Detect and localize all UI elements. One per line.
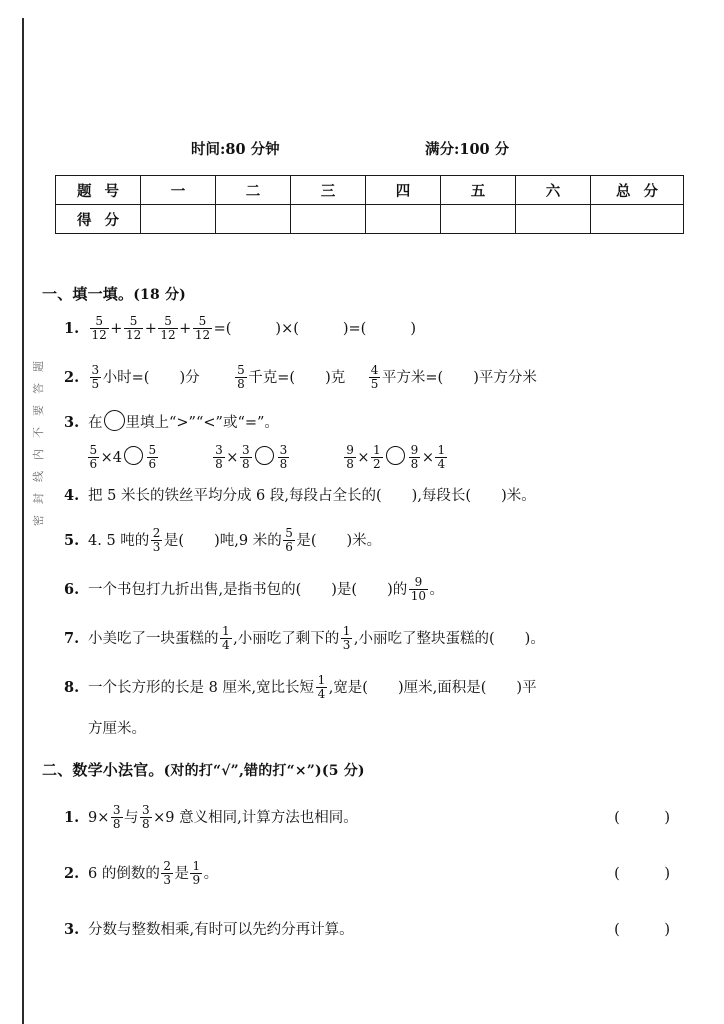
question-8-continuation: 方厘米。: [88, 721, 146, 737]
score-table-row-label-question: 题 号: [56, 176, 141, 205]
question-5-text-c: )吨,9 米的: [214, 533, 282, 549]
question-6-text-b: )是(: [331, 582, 358, 598]
question-8-text-d: )平: [516, 680, 537, 696]
truefalse-1-answer-bracket[interactable]: ( ): [614, 810, 690, 826]
question-3-lead: 在: [88, 415, 103, 431]
question-2-close-a: )分: [179, 370, 200, 386]
fraction-3-8-right: $\frac{3}{8}$: [279, 442, 288, 471]
comparison-1-left-op: ×4: [100, 450, 123, 466]
question-1: 1. $\frac{5}{12}$ + $\frac{5}{12}$ + $\frac{5}{12}$ + $\frac{5}{12}$ =( )×( )=( ): [42, 310, 690, 348]
truefalse-3-answer-bracket[interactable]: ( ): [614, 922, 690, 938]
question-2: [42, 359, 690, 397]
circle-icon-compare-3[interactable]: [386, 446, 405, 465]
question-7-text-b: ,小丽吃了剩下的: [233, 631, 340, 647]
question-3-comparison-row: [42, 441, 690, 475]
fraction-3-8-left2: $\frac{3}{8}$: [241, 442, 250, 471]
score-cell-4[interactable]: [366, 205, 441, 234]
score-table: [55, 175, 684, 234]
fraction-9-8-right: $\frac{9}{8}$: [410, 442, 419, 471]
fraction-1-4: $\frac{1}{4}$: [437, 442, 446, 471]
exam-body: [42, 283, 690, 968]
truefalse-3-text-a: 分数与整数相乘,有时可以先约分再计算。: [88, 922, 354, 938]
question-5: [42, 522, 690, 560]
fraction-3-5: $\frac{3}{5}$: [91, 362, 100, 391]
fraction-1-3-q7: $\frac{1}{3}$: [342, 623, 351, 652]
truefalse-1-number: 1.: [64, 809, 80, 826]
fraction-2-3: $\frac{2}{3}$: [152, 525, 161, 554]
truefalse-2-text-c: 。: [203, 866, 219, 882]
fraction-5-12-c: $\frac{5}{12}$: [160, 313, 176, 342]
score-table-col-1: 一: [141, 176, 216, 205]
question-8-number: 8.: [64, 679, 80, 696]
score-cell-6[interactable]: [516, 205, 591, 234]
truefalse-2-text-a: 6 的倒数的: [88, 866, 160, 882]
fraction-9-8-left: $\frac{9}{8}$: [346, 442, 354, 471]
score-cell-5[interactable]: [441, 205, 516, 234]
score-cell-3[interactable]: [291, 205, 366, 234]
score-cell-total[interactable]: [591, 205, 684, 234]
truefalse-1: [42, 800, 690, 836]
comparison-1: [86, 441, 160, 475]
question-4-number: 4.: [64, 487, 80, 504]
fraction-1-4-q8: $\frac{1}{4}$: [317, 672, 326, 701]
fraction-1-2: $\frac{1}{2}$: [373, 442, 381, 471]
comparison-3: [343, 441, 449, 475]
fraction-9-10: $\frac{9}{10}$: [410, 574, 427, 603]
score-cell-1[interactable]: [141, 205, 216, 234]
question-2-close-b: )克: [325, 370, 346, 386]
circle-icon-compare-1[interactable]: [124, 446, 143, 465]
truefalse-1-text-b: 与: [124, 810, 139, 826]
question-4: [42, 481, 690, 511]
question-6-text-c: )的: [387, 582, 408, 598]
question-3-number: 3.: [64, 414, 80, 431]
question-6-text-d: 。: [429, 582, 445, 598]
question-5-text-d: 是(: [296, 533, 317, 549]
section-heading-two: [42, 759, 690, 780]
truefalse-2: [42, 856, 690, 892]
fraction-5-6-left: $\frac{5}{6}$: [89, 442, 98, 471]
fraction-5-12-a: $\frac{5}{12}$: [91, 313, 107, 342]
question-7-number: 7.: [64, 630, 80, 647]
truefalse-1-text-a: 9×: [88, 810, 110, 826]
question-6-number: 6.: [64, 581, 80, 598]
section-one-points: (18 分): [133, 287, 187, 303]
score-table-col-3: 三: [291, 176, 366, 205]
fraction-5-8: $\frac{5}{8}$: [237, 362, 245, 391]
score-table-col-4: 四: [366, 176, 441, 205]
question-1-mid: )×(: [275, 321, 299, 337]
question-7-text-d: )。: [524, 631, 545, 647]
truefalse-3: [42, 912, 690, 948]
score-table-col-total: 总 分: [591, 176, 684, 205]
fraction-5-12-b: $\frac{5}{12}$: [125, 313, 142, 342]
score-table-col-6: 六: [516, 176, 591, 205]
fraction-1-4-q7: $\frac{1}{4}$: [222, 623, 230, 652]
score-table-col-2: 二: [216, 176, 291, 205]
table-row-scores: [56, 205, 684, 234]
table-row-question-numbers: [56, 176, 684, 205]
question-2-unit-c: 平方米=(: [381, 370, 444, 386]
question-7-text-c: ,小丽吃了整块蛋糕的(: [353, 631, 495, 647]
question-1-end: )=(: [342, 321, 367, 337]
question-8-text-b: ,宽是(: [328, 680, 368, 696]
circle-icon-blank[interactable]: [104, 410, 125, 431]
fraction-5-6-right: $\frac{5}{6}$: [148, 442, 157, 471]
fraction-2-3-t2: $\frac{2}{3}$: [163, 858, 171, 887]
question-3-tail: 里填上“>”“<”或“=”。: [125, 415, 279, 431]
fraction-1-9-t2: $\frac{1}{9}$: [192, 858, 201, 887]
section-heading-one: [42, 283, 690, 304]
circle-icon-compare-2[interactable]: [255, 446, 274, 465]
truefalse-2-text-b: 是: [174, 866, 189, 882]
fraction-3-8-t1b: $\frac{3}{8}$: [142, 802, 150, 831]
question-2-unit-a: 小时=(: [102, 370, 150, 386]
question-1-number: 1.: [64, 320, 80, 337]
fraction-3-8-left: $\frac{3}{8}$: [215, 442, 223, 471]
question-2-number: 2.: [64, 369, 80, 386]
question-4-text-b: ),每段长(: [411, 488, 472, 504]
section-one-title: 一、填一填。: [42, 285, 134, 303]
question-5-text-a: 4. 5 吨的: [88, 533, 150, 549]
fraction-5-12-d: $\frac{5}{12}$: [194, 313, 211, 342]
score-cell-2[interactable]: [216, 205, 291, 234]
question-6: [42, 571, 690, 609]
question-6-text-a: 一个书包打九折出售,是指书包的(: [88, 582, 302, 598]
score-table-row-label-score: 得 分: [56, 205, 141, 234]
score-table-col-5: 五: [441, 176, 516, 205]
comparison-3-left-op: ×: [357, 450, 370, 466]
question-7-text-a: 小美吃了一块蛋糕的: [88, 631, 219, 647]
question-4-text-c: )米。: [501, 488, 536, 504]
question-7: [42, 620, 690, 658]
question-5-number: 5.: [64, 532, 80, 549]
question-5-text-e: )米。: [346, 533, 382, 549]
fraction-5-6-q5: $\frac{5}{6}$: [285, 525, 293, 554]
question-2-close-c: )平方分米: [473, 370, 537, 386]
truefalse-1-text-c: ×9 意义相同,计算方法也相同。: [153, 810, 358, 826]
question-8: [42, 669, 690, 707]
exam-total-score-label: 满分:100 分: [425, 141, 510, 158]
fraction-4-5: $\frac{4}{5}$: [370, 362, 379, 391]
seal-line-text: 密封线内不要答题: [32, 350, 45, 526]
section-two-title: 二、数学小法官。: [42, 761, 164, 779]
comparison-3-right-op: ×: [421, 450, 434, 466]
question-3: [42, 408, 690, 438]
question-5-text-b: 是(: [163, 533, 185, 549]
fraction-3-8-t1a: $\frac{3}{8}$: [112, 802, 121, 831]
section-two-points: (对的打“√”,错的打“×”)(5 分): [163, 763, 365, 779]
question-8-text-c: )厘米,面积是(: [397, 680, 487, 696]
question-4-text-a: 把 5 米长的铁丝平均分成 6 段,每段占全长的(: [88, 488, 382, 504]
question-8-text-a: 一个长方形的长是 8 厘米,宽比长短: [88, 680, 315, 696]
question-1-close: ): [410, 321, 417, 337]
truefalse-2-answer-bracket[interactable]: ( ): [614, 866, 690, 882]
truefalse-2-number: 2.: [64, 865, 80, 882]
comparison-2-left-op: ×: [226, 450, 239, 466]
exam-time-label: 时间:80 分钟: [191, 141, 280, 158]
seal-line-rule: [22, 18, 24, 1024]
comparison-2: [212, 441, 291, 475]
question-2-unit-b: 千克=(: [248, 370, 296, 386]
truefalse-3-number: 3.: [64, 921, 80, 938]
question-1-eq-tail: =(: [213, 321, 232, 337]
